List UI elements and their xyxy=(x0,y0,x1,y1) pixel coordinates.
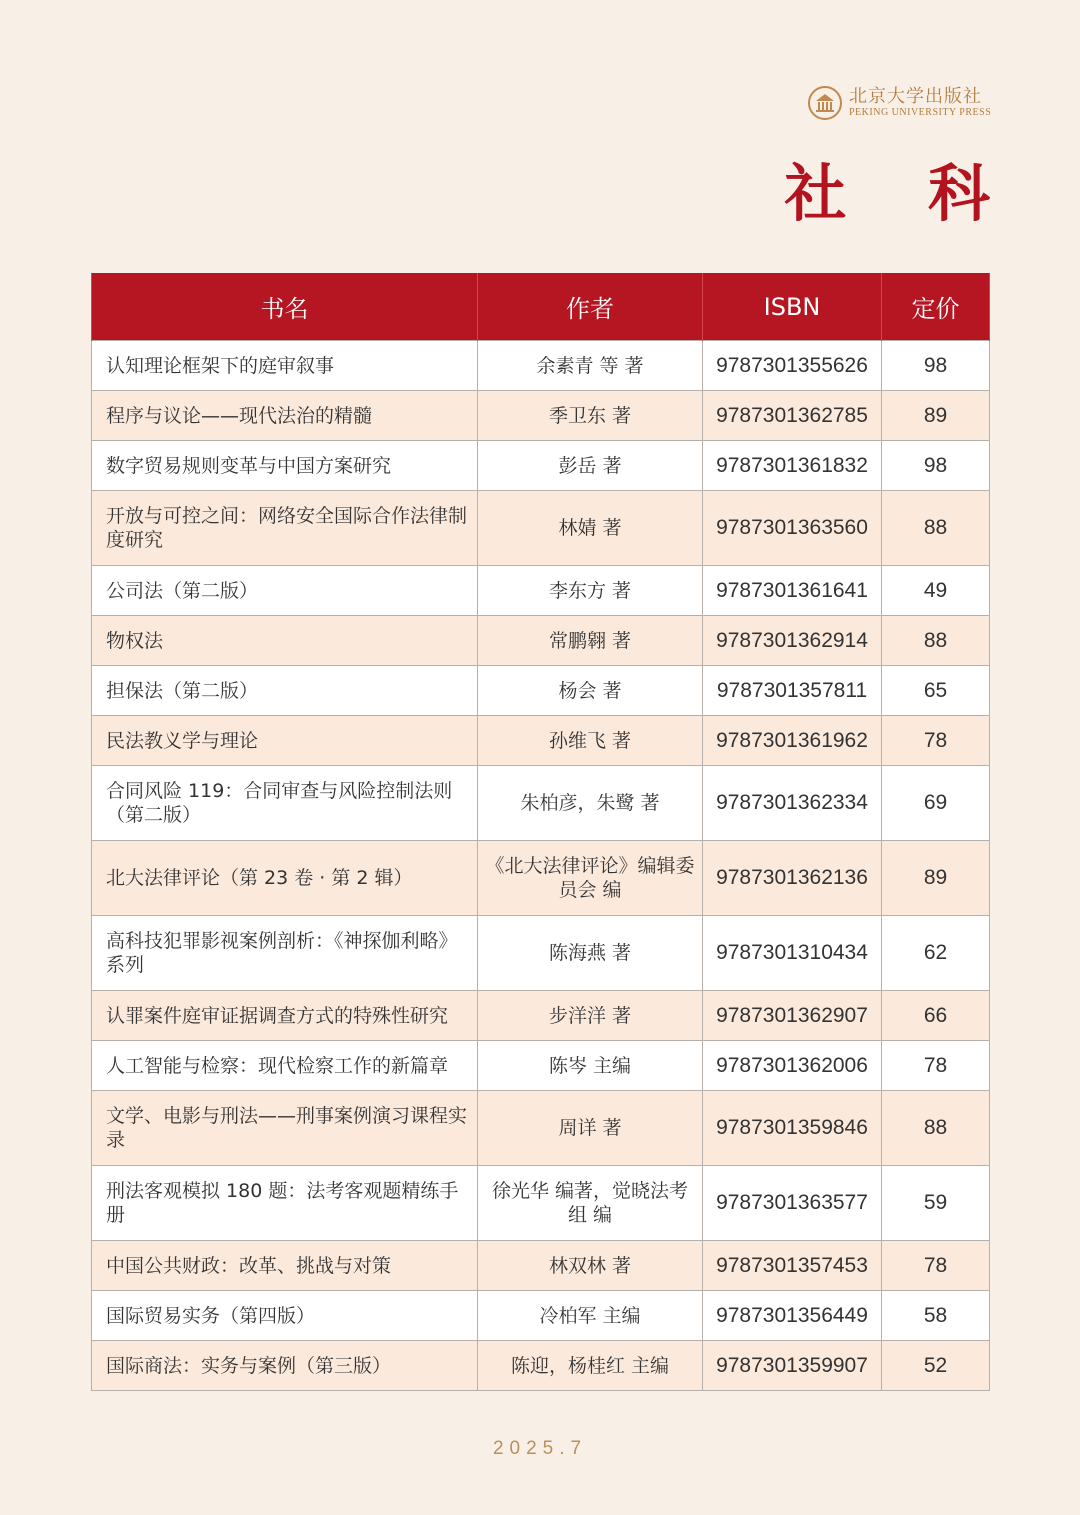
book-price: 66 xyxy=(882,991,990,1041)
book-isbn: 9787301310434 xyxy=(703,916,882,991)
table-row xyxy=(92,1241,990,1291)
book-title: 担保法（第二版） xyxy=(92,666,478,716)
table-row xyxy=(92,441,990,491)
book-title: 开放与可控之间：网络安全国际合作法律制度研究 xyxy=(92,491,478,566)
publisher-logo xyxy=(808,86,991,120)
book-isbn: 9787301359846 xyxy=(703,1091,882,1166)
book-isbn: 9787301361962 xyxy=(703,716,882,766)
book-isbn: 9787301357811 xyxy=(703,666,882,716)
book-title: 程序与议论——现代法治的精髓 xyxy=(92,391,478,441)
book-isbn: 9787301361641 xyxy=(703,566,882,616)
book-table xyxy=(91,273,990,1391)
book-title: 数字贸易规则变革与中国方案研究 xyxy=(92,441,478,491)
book-price: 98 xyxy=(882,441,990,491)
book-title: 认罪案件庭审证据调查方式的特殊性研究 xyxy=(92,991,478,1041)
book-isbn: 9787301362006 xyxy=(703,1041,882,1091)
book-title: 合同风险 119：合同审查与风险控制法则（第二版） xyxy=(92,766,478,841)
book-isbn: 9787301362785 xyxy=(703,391,882,441)
book-title: 高科技犯罪影视案例剖析：《神探伽利略》系列 xyxy=(92,916,478,991)
column-header-title: 书名 xyxy=(92,273,478,341)
book-author: 孙维飞 著 xyxy=(478,716,703,766)
table-row xyxy=(92,666,990,716)
table-row xyxy=(92,841,990,916)
table-row xyxy=(92,1166,990,1241)
table-row xyxy=(92,766,990,841)
table-row xyxy=(92,616,990,666)
book-price: 58 xyxy=(882,1291,990,1341)
book-author: 陈海燕 著 xyxy=(478,916,703,991)
table-row xyxy=(92,1041,990,1091)
book-author: 陈岑 主编 xyxy=(478,1041,703,1091)
book-price: 59 xyxy=(882,1166,990,1241)
book-title: 国际贸易实务（第四版） xyxy=(92,1291,478,1341)
issue-date: 2025.7 xyxy=(492,1438,588,1459)
book-author: 余素青 等 著 xyxy=(478,341,703,391)
book-author: 徐光华 编著，觉晓法考组 编 xyxy=(478,1166,703,1241)
book-title: 中国公共财政：改革、挑战与对策 xyxy=(92,1241,478,1291)
table-row xyxy=(92,1341,990,1391)
table-row xyxy=(92,916,990,991)
book-author: 杨会 著 xyxy=(478,666,703,716)
book-price: 52 xyxy=(882,1341,990,1391)
book-price: 98 xyxy=(882,341,990,391)
book-price: 78 xyxy=(882,1041,990,1091)
table-row xyxy=(92,1291,990,1341)
book-isbn: 9787301362136 xyxy=(703,841,882,916)
book-price: 78 xyxy=(882,1241,990,1291)
book-title: 认知理论框架下的庭审叙事 xyxy=(92,341,478,391)
book-price: 69 xyxy=(882,766,990,841)
column-header-isbn: ISBN xyxy=(703,273,882,341)
book-isbn: 9787301356449 xyxy=(703,1291,882,1341)
book-author: 季卫东 著 xyxy=(478,391,703,441)
book-author: 步洋洋 著 xyxy=(478,991,703,1041)
book-title: 北大法律评论（第 23 卷 · 第 2 辑） xyxy=(92,841,478,916)
column-header-price: 定价 xyxy=(882,273,990,341)
table-row xyxy=(92,991,990,1041)
book-title: 人工智能与检察：现代检察工作的新篇章 xyxy=(92,1041,478,1091)
book-title: 文学、电影与刑法——刑事案例演习课程实录 xyxy=(92,1091,478,1166)
book-title: 民法教义学与理论 xyxy=(92,716,478,766)
table-header-row xyxy=(92,273,990,341)
book-price: 88 xyxy=(882,491,990,566)
book-author: 冷柏军 主编 xyxy=(478,1291,703,1341)
table-row xyxy=(92,566,990,616)
book-isbn: 9787301359907 xyxy=(703,1341,882,1391)
book-isbn: 9787301357453 xyxy=(703,1241,882,1291)
book-title: 公司法（第二版） xyxy=(92,566,478,616)
book-price: 62 xyxy=(882,916,990,991)
book-title: 物权法 xyxy=(92,616,478,666)
book-title: 国际商法：实务与案例（第三版） xyxy=(92,1341,478,1391)
book-author: 彭岳 著 xyxy=(478,441,703,491)
book-isbn: 9787301362914 xyxy=(703,616,882,666)
book-isbn: 9787301362907 xyxy=(703,991,882,1041)
book-isbn: 9787301355626 xyxy=(703,341,882,391)
book-title: 刑法客观模拟 180 题：法考客观题精练手册 xyxy=(92,1166,478,1241)
book-isbn: 9787301363560 xyxy=(703,491,882,566)
book-author: 常鹏翱 著 xyxy=(478,616,703,666)
column-header-author: 作者 xyxy=(478,273,703,341)
publisher-name-en: PEKING UNIVERSITY PRESS xyxy=(849,107,992,118)
book-price: 88 xyxy=(882,616,990,666)
pku-press-seal-icon xyxy=(808,86,842,120)
book-isbn: 9787301363577 xyxy=(703,1166,882,1241)
book-author: 周详 著 xyxy=(478,1091,703,1166)
book-price: 89 xyxy=(882,841,990,916)
publisher-name-cn: 北京大学出版社 xyxy=(849,86,982,107)
book-price: 78 xyxy=(882,716,990,766)
table-row xyxy=(92,491,990,566)
book-author: 陈迎，杨桂红 主编 xyxy=(478,1341,703,1391)
book-author: 林婧 著 xyxy=(478,491,703,566)
book-price: 89 xyxy=(882,391,990,441)
section-title: 社 科 xyxy=(784,157,1020,230)
book-price: 49 xyxy=(882,566,990,616)
book-author: 林双林 著 xyxy=(478,1241,703,1291)
table-row xyxy=(92,391,990,441)
table-row xyxy=(92,716,990,766)
book-price: 65 xyxy=(882,666,990,716)
book-author: 朱柏彦，朱鹭 著 xyxy=(478,766,703,841)
table-row xyxy=(92,341,990,391)
book-author: 李东方 著 xyxy=(478,566,703,616)
table-row xyxy=(92,1091,990,1166)
book-isbn: 9787301361832 xyxy=(703,441,882,491)
book-author: 《北大法律评论》编辑委员会 编 xyxy=(478,841,703,916)
book-isbn: 9787301362334 xyxy=(703,766,882,841)
book-price: 88 xyxy=(882,1091,990,1166)
